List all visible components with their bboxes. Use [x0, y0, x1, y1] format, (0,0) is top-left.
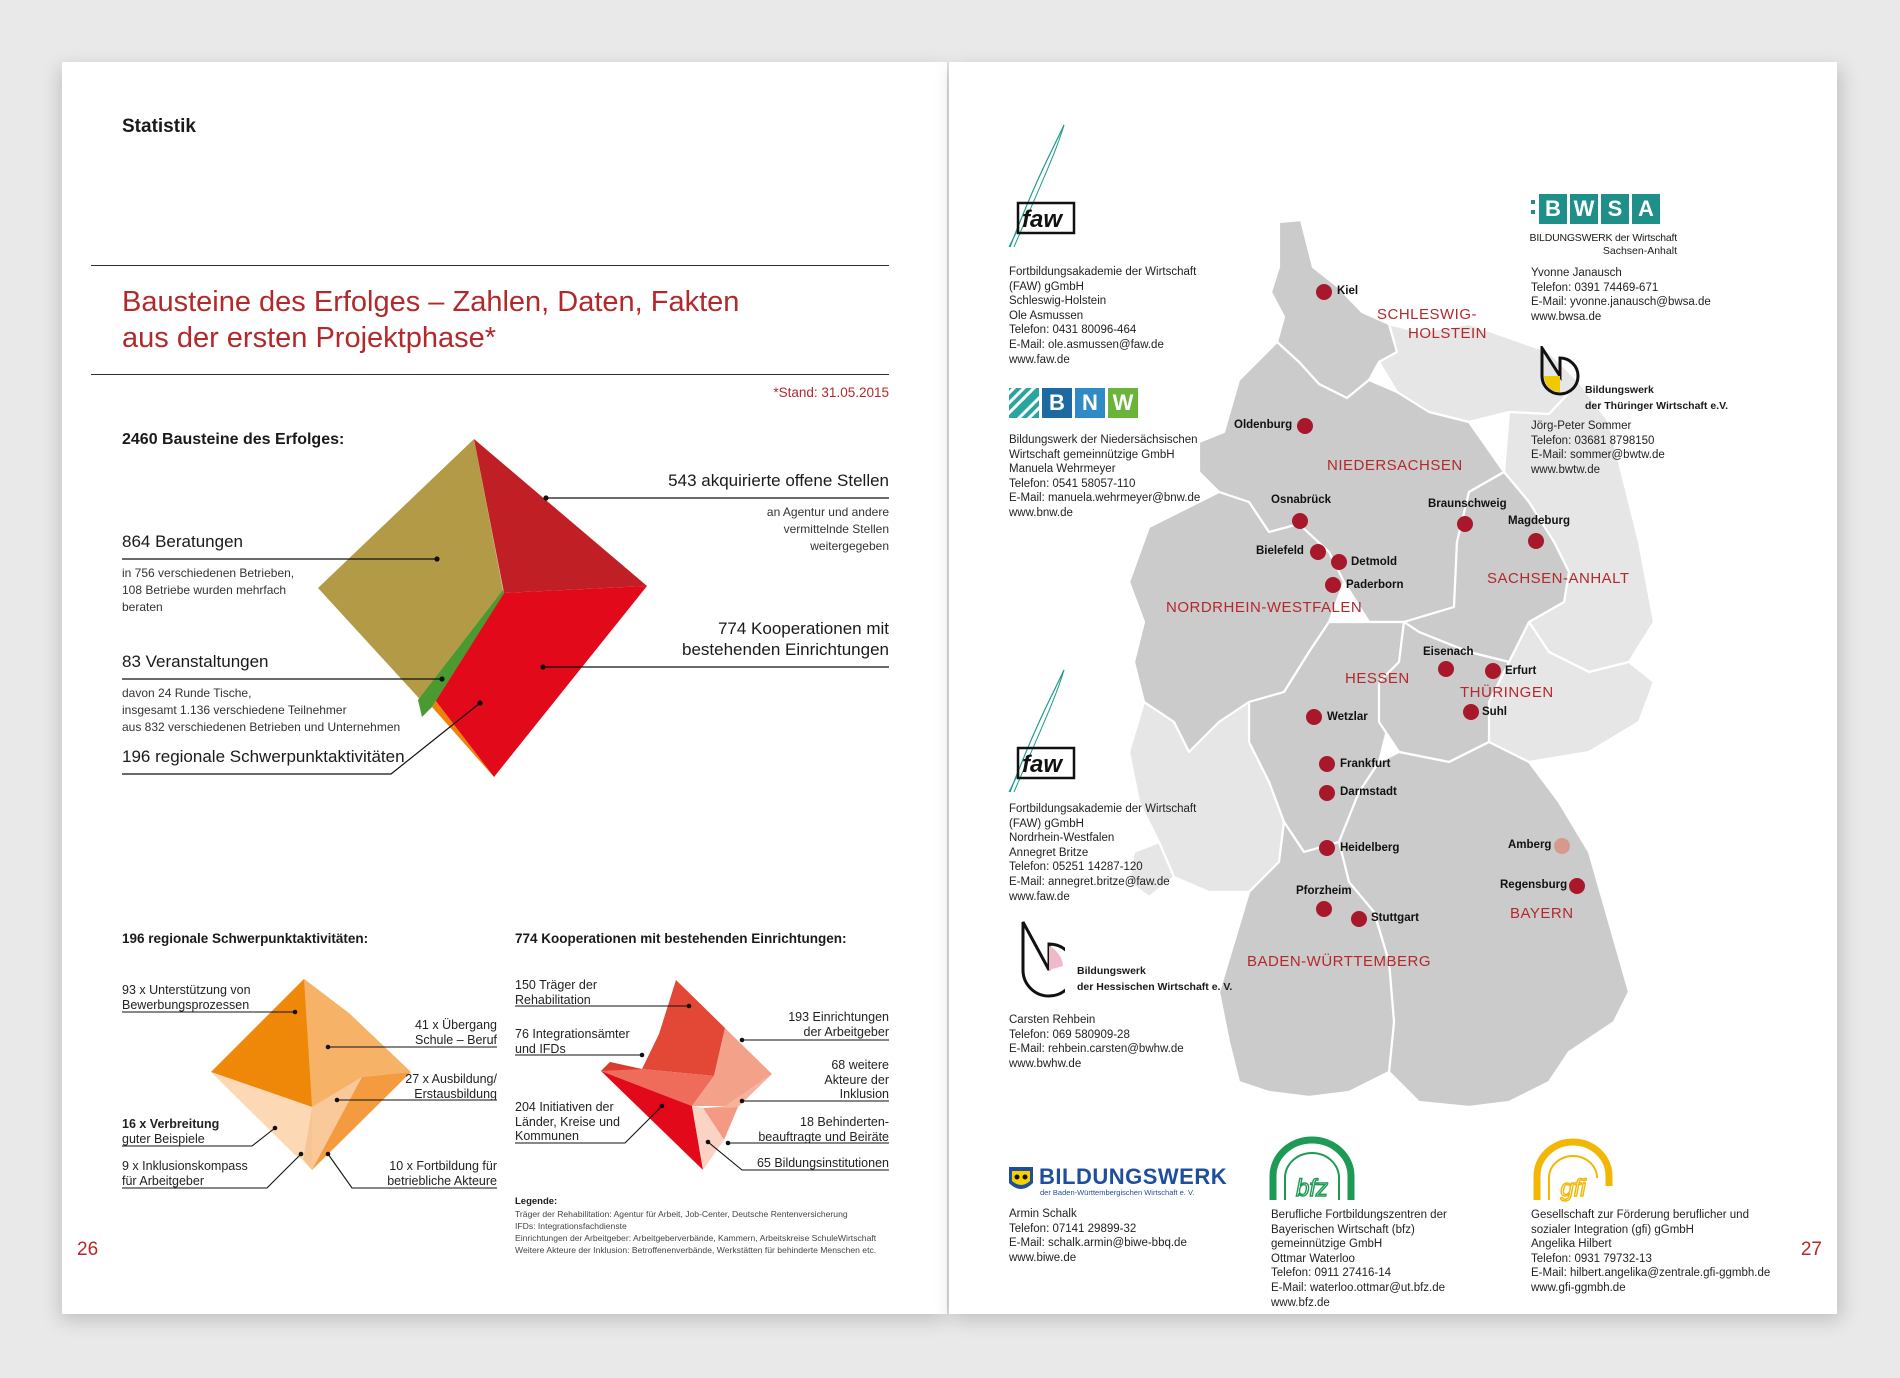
ko-label-2: 76 Integrationsämter und IFDs: [515, 1027, 630, 1056]
bnw-logo: [1009, 388, 1138, 418]
city-kiel: Kiel: [1337, 285, 1359, 297]
bwsa-letter-s: S: [1601, 194, 1629, 224]
label-stellen-sub-3: weitergegeben: [810, 539, 889, 553]
sp-label-5: 9 x Inklusionskompass für Arbeitgeber: [122, 1159, 248, 1188]
region-label-thueringen: THÜRINGEN: [1460, 684, 1554, 701]
contact-bwsa: Yvonne Janausch Telefon: 0391 74469-671 E-Mail: yvonne.janausch@bwsa.de www.bwsa.de: [1531, 267, 1711, 323]
label-veranstaltungen: 83 Veranstaltungen: [122, 652, 269, 671]
region-label-sachsen-anhalt: SACHSEN-ANHALT: [1487, 570, 1630, 587]
region-label-hessen: HESSEN: [1345, 670, 1410, 687]
legende-line-1: Träger der Rehabilitation: Agentur für Arbeit, Job-Center, Deutsche Rentenversicherung: [515, 1209, 848, 1219]
label-beratungen: 864 Beratungen: [122, 532, 243, 551]
contact-faw-sh: Fortbildungsakademie der Wirtschaft (FAW) gGmbH Schleswig-Holstein Ole Asmussen Telefon: 0431 80096-464 E-Mail: ole.asmussen@faw.de www.faw.de: [1009, 266, 1197, 366]
dot-braunschweig: [1457, 516, 1473, 532]
region-label-niedersachsen: NIEDERSACHSEN: [1327, 457, 1463, 474]
bwsa-letter-a: A: [1632, 194, 1660, 224]
label-veranstaltungen-sub-1: davon 24 Runde Tische,: [122, 686, 252, 700]
sp-label-4: 16 x Verbreitung guter Beispiele: [122, 1117, 220, 1146]
contact-faw-nrw: Fortbildungsakademie der Wirtschaft (FAW) gGmbH Nordrhein-Westfalen Annegret Britze Telefon: 05251 14287-120 E-Mail: annegret.britze@faw.de www.faw.de: [1009, 803, 1197, 903]
faw-logo-nrw-text: faw: [1022, 751, 1063, 778]
ko-label-6: 18 Behinderten- beauftragte und Beiräte: [758, 1115, 889, 1144]
city-wetzlar: Wetzlar: [1327, 711, 1368, 723]
city-paderborn: Paderborn: [1346, 579, 1404, 591]
dot-kiel: [1316, 284, 1332, 300]
label-stellen: 543 akquirierte offene Stellen: [668, 471, 889, 490]
legende-line-3: Einrichtungen der Arbeitgeber: Arbeitgeberverbände, Kammern, Arbeitskreise SchuleWirtschaft: [515, 1233, 877, 1243]
bwtw-name-1: Bildungswerk: [1585, 384, 1654, 396]
contact-biwe: Armin Schalk Telefon: 07141 29899-32 E-Mail: schalk.armin@biwe-bbq.de www.biwe.de: [1009, 1208, 1187, 1264]
dot-pforzheim: [1316, 901, 1332, 917]
stand-date: *Stand: 31.05.2015: [773, 385, 889, 400]
label-veranstaltungen-sub-2: insgesamt 1.136 verschiedene Teilnehmer: [122, 703, 347, 717]
city-magdeburg: Magdeburg: [1508, 515, 1570, 527]
page-title-line-1: Bausteine des Erfolges – Zahlen, Daten, Fakten: [122, 286, 740, 318]
bwhw-name-1: Bildungswerk: [1077, 965, 1146, 977]
region-label-sh-2: HOLSTEIN: [1408, 325, 1488, 342]
dot-erfurt: [1485, 663, 1501, 679]
legende-title: Legende:: [515, 1196, 558, 1207]
sp-label-2: 41 x Übergang Schule – Beruf: [414, 1018, 497, 1047]
gfi-logo-text: gfi: [1560, 1175, 1586, 1202]
bnw-letter-b: B: [1042, 388, 1072, 418]
dot-oldenburg: [1297, 418, 1313, 434]
bwsa-subtitle-1: BILDUNGSWERK der Wirtschaft: [1529, 232, 1677, 244]
contact-bnw: Bildungswerk der Niedersächsischen Wirtschaft gemeinnützige GmbH Manuela Wehrmeyer Telefon: 0541 58057-110 E-Mail: manuela.wehrmeyer@bnw.de www.bnw.de: [1009, 434, 1201, 519]
city-bielefeld: Bielefeld: [1256, 545, 1304, 557]
ko-label-5: 68 weitere Akteure der Inklusion: [824, 1058, 889, 1102]
city-osnabrueck: Osnabrück: [1271, 494, 1332, 506]
contact-bfz: Berufliche Fortbildungszentren der Bayerischen Wirtschaft (bfz) gemeinnützige GmbH Ottmar Waterloo Telefon: 0911 27416-14 E-Mail: waterloo.ottmar@ut.bfz.de www.bfz.de: [1271, 1209, 1447, 1309]
kooperationen-heading: 774 Kooperationen mit bestehenden Einrichtungen:: [515, 931, 847, 946]
bnw-stripes-icon: [1009, 388, 1039, 418]
city-stuttgart: Stuttgart: [1371, 912, 1419, 924]
city-regensburg: Regensburg: [1500, 879, 1568, 891]
city-erfurt: Erfurt: [1505, 665, 1537, 677]
label-kooperationen-line-1: 774 Kooperationen mit: [717, 619, 889, 638]
label-stellen-sub-2: vermittelnde Stellen: [783, 522, 889, 536]
schwerpunkt-heading: 196 regionale Schwerpunktaktivitäten:: [122, 931, 369, 946]
faw-logo-nrw: [1004, 662, 1084, 797]
bwsa-letter-b: B: [1539, 194, 1567, 224]
dot-bielefeld: [1310, 544, 1326, 560]
label-stellen-sub-1: an Agentur und andere: [766, 505, 889, 519]
dot-wetzlar: [1306, 709, 1322, 725]
label-beratungen-sub-2: 108 Betriebe wurden mehrfach: [122, 583, 287, 597]
faw-logo-sh-text: faw: [1022, 206, 1063, 233]
dot-frankfurt: [1319, 756, 1335, 772]
left-page: [62, 62, 947, 1314]
sp-label-6: 10 x Fortbildung für betriebliche Akteure: [387, 1159, 497, 1188]
city-oldenburg: Oldenburg: [1234, 419, 1293, 431]
main-chart-heading: 2460 Bausteine des Erfolges:: [122, 431, 345, 448]
ko-label-3: 204 Initiativen der Länder, Kreise und Kommunen: [515, 1100, 620, 1144]
bfz-logo-text: bfz: [1295, 1175, 1329, 1202]
city-pforzheim: Pforzheim: [1296, 885, 1352, 897]
bwsa-subtitle-2: Sachsen-Anhalt: [1602, 245, 1677, 257]
legende-line-2: IFDs: Integrationsfachdienste: [515, 1221, 627, 1231]
label-schwerpunkt: 196 regionale Schwerpunktaktivitäten: [122, 747, 405, 766]
region-label-bw: BADEN-WÜRTTEMBERG: [1247, 953, 1432, 970]
bwhw-name-2: der Hessischen Wirtschaft e. V.: [1077, 981, 1233, 993]
sp-label-1: 93 x Unterstützung von Bewerbungsprozessen: [122, 983, 251, 1012]
city-frankfurt: Frankfurt: [1340, 758, 1391, 770]
page-title-line-2: aus der ersten Projektphase*: [122, 322, 496, 354]
city-eisenach: Eisenach: [1423, 646, 1474, 658]
label-kooperationen-line-2: bestehenden Einrichtungen: [682, 640, 889, 659]
contact-bwtw: Jörg-Peter Sommer Telefon: 03681 8798150 E-Mail: sommer@bwtw.de www.bwtw.de: [1531, 420, 1665, 476]
dot-detmold: [1331, 554, 1347, 570]
city-darmstadt: Darmstadt: [1340, 786, 1397, 798]
bwtw-logo-icon: [1532, 346, 1582, 402]
ko-label-4: 193 Einrichtungen der Arbeitgeber: [788, 1010, 889, 1039]
faw-logo-sh: [1004, 117, 1084, 252]
dot-eisenach: [1438, 661, 1454, 677]
biwe-wordmark: BILDUNGSWERK: [1039, 1164, 1228, 1189]
dot-osnabrueck: [1292, 513, 1308, 529]
biwe-crest-icon: [1007, 1165, 1035, 1195]
region-label-nrw: NORDRHEIN-WESTFALEN: [1166, 599, 1363, 616]
bwhw-logo-icon: [1007, 920, 1065, 1004]
city-amberg: Amberg: [1508, 839, 1552, 851]
biwe-sub: der Baden-Württembergischen Wirtschaft e. V.: [1040, 1188, 1195, 1197]
city-detmold: Detmold: [1351, 556, 1397, 568]
legende-line-4: Weitere Akteure der Inklusion: Betroffenenverbände, Werkstätten für behinderte Menschen etc.: [515, 1245, 877, 1255]
dot-amberg: [1554, 838, 1570, 854]
sp-label-3: 27 x Ausbildung/ Erstausbildung: [405, 1072, 497, 1101]
right-page: [949, 62, 1837, 1314]
label-beratungen-sub-1: in 756 verschiedenen Betrieben,: [122, 566, 295, 580]
dot-magdeburg: [1528, 533, 1544, 549]
label-veranstaltungen-sub-3: aus 832 verschiedenen Betrieben und Unternehmen: [122, 720, 401, 734]
dot-regensburg: [1569, 878, 1585, 894]
gfi-logo: [1531, 1136, 1615, 1202]
bnw-letter-w: W: [1108, 388, 1138, 418]
ko-label-7: 65 Bildungsinstitutionen: [756, 1156, 889, 1170]
bnw-letter-n: N: [1075, 388, 1105, 418]
dot-darmstadt: [1319, 785, 1335, 801]
dot-stuttgart: [1351, 911, 1367, 927]
city-suhl: Suhl: [1482, 706, 1507, 718]
city-braunschweig: Braunschweig: [1428, 498, 1507, 510]
label-beratungen-sub-3: beraten: [122, 600, 163, 614]
ko-label-1: 150 Träger der Rehabilitation: [515, 978, 597, 1007]
contact-bwhw: Carsten Rehbein Telefon: 069 580909-28 E-Mail: rehbein.carsten@bwhw.de www.bwhw.de: [1009, 1014, 1184, 1070]
bfz-logo: [1267, 1136, 1357, 1202]
page-number-right: 27: [1800, 1239, 1822, 1260]
bwtw-name-2: der Thüringer Wirtschaft e.V.: [1585, 400, 1729, 412]
dot-suhl: [1463, 704, 1479, 720]
dot-paderborn: [1325, 577, 1341, 593]
ko-traeger: [642, 980, 725, 1076]
bwsa-letter-w: W: [1570, 194, 1598, 224]
page-number-left: 26: [77, 1239, 99, 1260]
region-label-sh-1: SCHLESWIG-: [1377, 306, 1478, 323]
dot-heidelberg: [1319, 840, 1335, 856]
region-label-bayern: BAYERN: [1510, 905, 1574, 922]
contact-gfi: Gesellschaft zur Förderung beruflicher und sozialer Integration (gfi) gGmbH Angelika Hilbert Telefon: 0931 79732-13 E-Mail: hilbert.angelika@zentrale.gfi-ggmbh.de www.gfi-ggmbh.de: [1531, 1209, 1771, 1294]
section-heading: Statistik: [122, 116, 196, 137]
city-heidelberg: Heidelberg: [1340, 842, 1400, 854]
